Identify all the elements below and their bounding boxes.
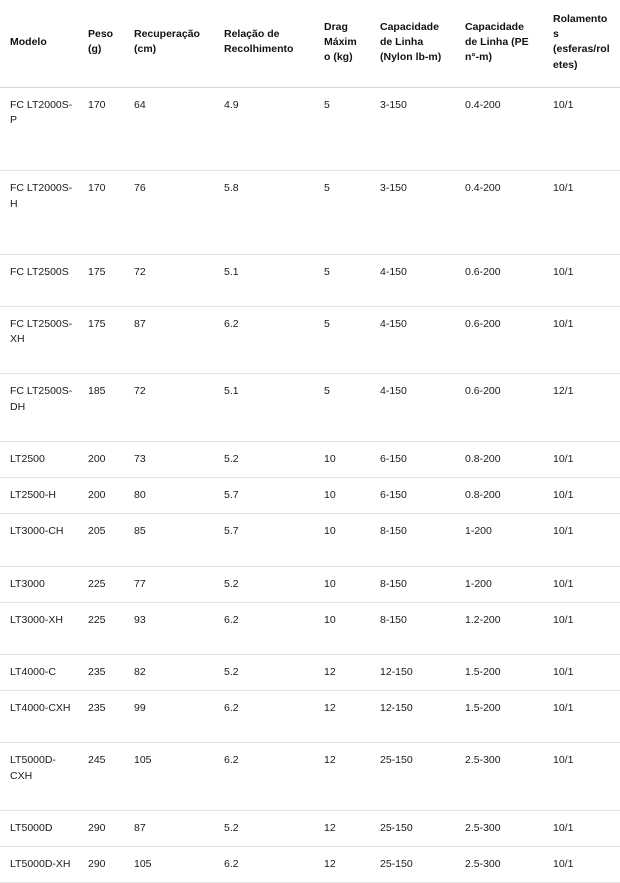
cell-relacao: 6.2 xyxy=(214,306,314,373)
cell-modelo: LT2500-H xyxy=(0,478,78,514)
cell-recuperacao: 73 xyxy=(124,441,214,477)
cell-drag: 12 xyxy=(314,654,370,690)
cell-nylon: 25-150 xyxy=(370,743,455,810)
cell-recuperacao: 87 xyxy=(124,810,214,846)
cell-modelo: LT3000-CH xyxy=(0,514,78,566)
cell-rolamentos: 12/1 xyxy=(543,374,620,441)
table-row xyxy=(0,566,620,602)
cell-rolamentos: 10/1 xyxy=(543,87,620,170)
cell-nylon: 8-150 xyxy=(370,602,455,654)
cell-rolamentos: 10/1 xyxy=(543,514,620,566)
cell-modelo: LT2500 xyxy=(0,441,78,477)
column-header-modelo: Modelo xyxy=(0,0,78,87)
cell-relacao: 5.8 xyxy=(214,171,314,254)
cell-drag: 12 xyxy=(314,691,370,743)
cell-rolamentos: 10/1 xyxy=(543,810,620,846)
cell-pe: 0.8-200 xyxy=(455,478,543,514)
cell-relacao: 6.2 xyxy=(214,602,314,654)
cell-recuperacao: 82 xyxy=(124,654,214,690)
cell-recuperacao: 99 xyxy=(124,691,214,743)
cell-recuperacao: 64 xyxy=(124,87,214,170)
cell-relacao: 6.2 xyxy=(214,847,314,883)
cell-modelo: FC LT2500S-DH xyxy=(0,374,78,441)
cell-nylon: 3-150 xyxy=(370,87,455,170)
cell-recuperacao: 77 xyxy=(124,566,214,602)
column-header-recuperacao: Recuperação (cm) xyxy=(124,0,214,87)
cell-peso: 245 xyxy=(78,743,124,810)
cell-peso: 205 xyxy=(78,514,124,566)
cell-drag: 5 xyxy=(314,87,370,170)
table-row xyxy=(0,306,620,373)
cell-rolamentos: 10/1 xyxy=(543,478,620,514)
cell-rolamentos: 10/1 xyxy=(543,306,620,373)
cell-modelo: FC LT2500S-XH xyxy=(0,306,78,373)
table-row xyxy=(0,743,620,810)
table-row xyxy=(0,514,620,566)
cell-peso: 290 xyxy=(78,847,124,883)
cell-nylon: 12-150 xyxy=(370,691,455,743)
cell-peso: 225 xyxy=(78,566,124,602)
cell-relacao: 4.9 xyxy=(214,87,314,170)
table-header xyxy=(0,0,620,87)
cell-nylon: 3-150 xyxy=(370,171,455,254)
cell-nylon: 8-150 xyxy=(370,566,455,602)
cell-pe: 1-200 xyxy=(455,566,543,602)
cell-rolamentos: 10/1 xyxy=(543,847,620,883)
cell-relacao: 5.1 xyxy=(214,254,314,306)
cell-modelo: LT4000-CXH xyxy=(0,691,78,743)
cell-pe: 0.6-200 xyxy=(455,254,543,306)
cell-relacao: 5.7 xyxy=(214,478,314,514)
table-row xyxy=(0,254,620,306)
column-header-peso: Peso (g) xyxy=(78,0,124,87)
cell-relacao: 5.1 xyxy=(214,374,314,441)
cell-peso: 170 xyxy=(78,171,124,254)
cell-pe: 2.5-300 xyxy=(455,743,543,810)
cell-drag: 10 xyxy=(314,514,370,566)
cell-rolamentos: 10/1 xyxy=(543,566,620,602)
cell-peso: 225 xyxy=(78,602,124,654)
cell-peso: 200 xyxy=(78,478,124,514)
cell-drag: 12 xyxy=(314,743,370,810)
cell-recuperacao: 93 xyxy=(124,602,214,654)
cell-modelo: LT3000-XH xyxy=(0,602,78,654)
cell-relacao: 5.2 xyxy=(214,441,314,477)
cell-nylon: 6-150 xyxy=(370,478,455,514)
cell-drag: 10 xyxy=(314,441,370,477)
cell-relacao: 6.2 xyxy=(214,691,314,743)
cell-relacao: 5.7 xyxy=(214,514,314,566)
cell-pe: 1.5-200 xyxy=(455,654,543,690)
cell-recuperacao: 76 xyxy=(124,171,214,254)
cell-rolamentos: 10/1 xyxy=(543,441,620,477)
cell-recuperacao: 87 xyxy=(124,306,214,373)
cell-nylon: 4-150 xyxy=(370,306,455,373)
table-row xyxy=(0,602,620,654)
cell-pe: 1-200 xyxy=(455,514,543,566)
cell-recuperacao: 80 xyxy=(124,478,214,514)
cell-modelo: FC LT2000S-H xyxy=(0,171,78,254)
cell-nylon: 8-150 xyxy=(370,514,455,566)
column-header-drag-maximo: Drag Máximo (kg) xyxy=(314,0,370,87)
table-row xyxy=(0,441,620,477)
table-row xyxy=(0,810,620,846)
cell-drag: 12 xyxy=(314,847,370,883)
cell-relacao: 5.2 xyxy=(214,810,314,846)
cell-nylon: 4-150 xyxy=(370,374,455,441)
column-header-capacidade-linha-nylon: Capacidade de Linha (Nylon lb-m) xyxy=(370,0,455,87)
cell-pe: 0.4-200 xyxy=(455,87,543,170)
cell-peso: 170 xyxy=(78,87,124,170)
cell-modelo: LT3000 xyxy=(0,566,78,602)
column-header-capacidade-linha-pe: Capacidade de Linha (PE n°-m) xyxy=(455,0,543,87)
cell-peso: 290 xyxy=(78,810,124,846)
cell-pe: 0.6-200 xyxy=(455,306,543,373)
cell-peso: 175 xyxy=(78,254,124,306)
cell-drag: 5 xyxy=(314,171,370,254)
cell-pe: 0.4-200 xyxy=(455,171,543,254)
cell-recuperacao: 105 xyxy=(124,743,214,810)
cell-recuperacao: 72 xyxy=(124,254,214,306)
cell-rolamentos: 10/1 xyxy=(543,743,620,810)
cell-drag: 5 xyxy=(314,374,370,441)
cell-modelo: FC LT2000S-P xyxy=(0,87,78,170)
table-row xyxy=(0,847,620,883)
cell-rolamentos: 10/1 xyxy=(543,691,620,743)
cell-nylon: 6-150 xyxy=(370,441,455,477)
cell-pe: 0.8-200 xyxy=(455,441,543,477)
cell-modelo: FC LT2500S xyxy=(0,254,78,306)
cell-recuperacao: 85 xyxy=(124,514,214,566)
cell-peso: 200 xyxy=(78,441,124,477)
cell-peso: 175 xyxy=(78,306,124,373)
table-row xyxy=(0,374,620,441)
table-row xyxy=(0,87,620,170)
cell-relacao: 5.2 xyxy=(214,566,314,602)
cell-pe: 1.2-200 xyxy=(455,602,543,654)
cell-nylon: 25-150 xyxy=(370,847,455,883)
cell-drag: 12 xyxy=(314,810,370,846)
cell-drag: 10 xyxy=(314,478,370,514)
cell-nylon: 4-150 xyxy=(370,254,455,306)
cell-peso: 235 xyxy=(78,654,124,690)
cell-pe: 2.5-300 xyxy=(455,810,543,846)
column-header-relacao-recolhimento: Relação de Recolhimento xyxy=(214,0,314,87)
cell-pe: 0.6-200 xyxy=(455,374,543,441)
cell-modelo: LT4000-C xyxy=(0,654,78,690)
table-header-row xyxy=(0,0,620,87)
table-body xyxy=(0,87,620,882)
cell-modelo: LT5000D-XH xyxy=(0,847,78,883)
cell-peso: 185 xyxy=(78,374,124,441)
table-row xyxy=(0,654,620,690)
cell-relacao: 6.2 xyxy=(214,743,314,810)
cell-nylon: 25-150 xyxy=(370,810,455,846)
cell-rolamentos: 10/1 xyxy=(543,654,620,690)
table-row xyxy=(0,691,620,743)
cell-peso: 235 xyxy=(78,691,124,743)
cell-recuperacao: 105 xyxy=(124,847,214,883)
cell-modelo: LT5000D-CXH xyxy=(0,743,78,810)
cell-modelo: LT5000D xyxy=(0,810,78,846)
cell-drag: 10 xyxy=(314,566,370,602)
cell-drag: 5 xyxy=(314,254,370,306)
column-header-rolamentos: Rolamentos (esferas/roletes) xyxy=(543,0,620,87)
table-row xyxy=(0,478,620,514)
cell-rolamentos: 10/1 xyxy=(543,602,620,654)
cell-recuperacao: 72 xyxy=(124,374,214,441)
cell-nylon: 12-150 xyxy=(370,654,455,690)
cell-rolamentos: 10/1 xyxy=(543,171,620,254)
cell-drag: 5 xyxy=(314,306,370,373)
cell-pe: 2.5-300 xyxy=(455,847,543,883)
cell-relacao: 5.2 xyxy=(214,654,314,690)
table-row xyxy=(0,171,620,254)
cell-drag: 10 xyxy=(314,602,370,654)
cell-pe: 1.5-200 xyxy=(455,691,543,743)
cell-rolamentos: 10/1 xyxy=(543,254,620,306)
